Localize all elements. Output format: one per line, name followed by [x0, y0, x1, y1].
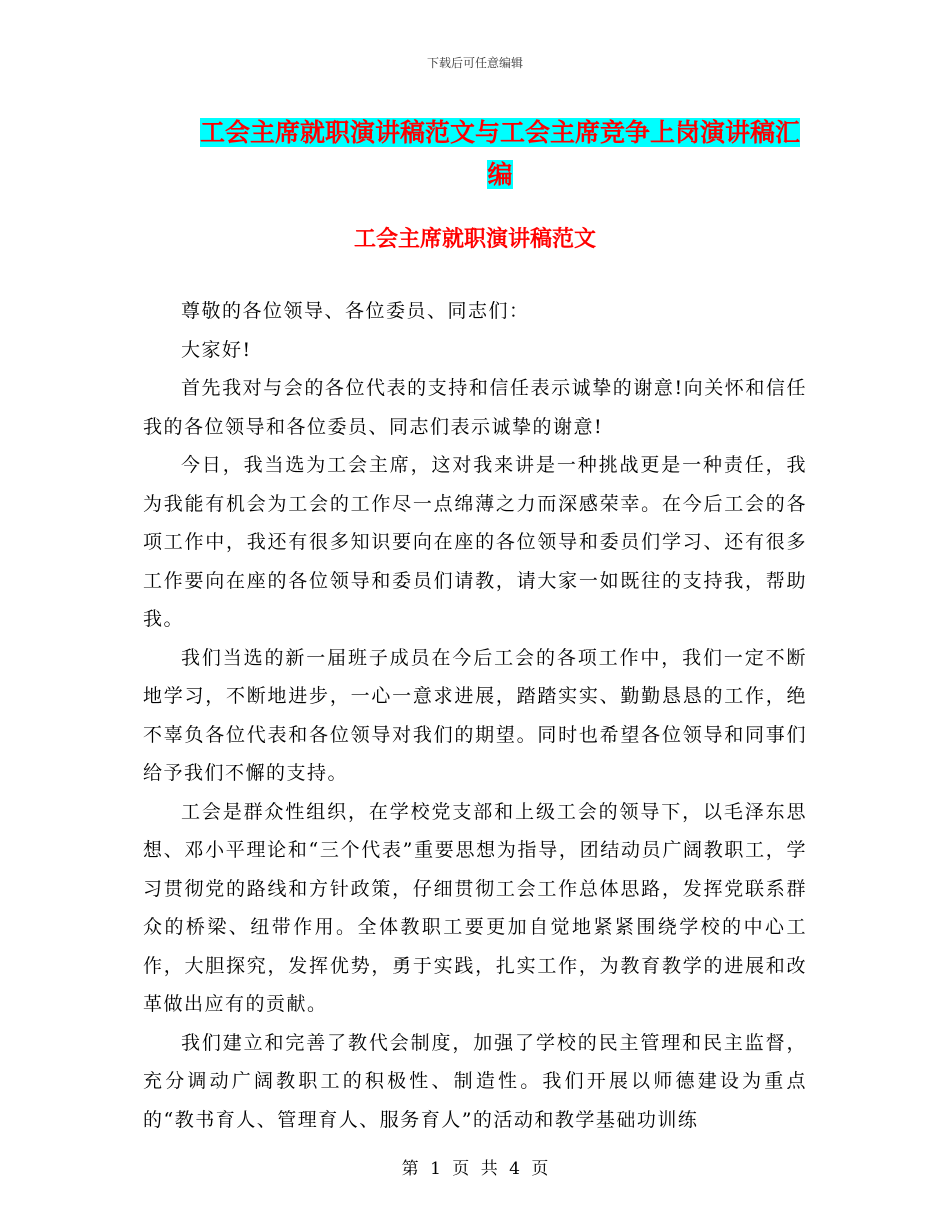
paragraph-salutation: 尊敬的各位领导、各位委员、同志们：: [181, 300, 530, 322]
paragraph: 工会是群众性组织，在学校党支部和上级工会的领导下，以毛泽东思想、邓小平理论和“三个代表”重要思想为指导，团结动员广阔教职工，学习贯彻党的路线和方针政策，仔细贯彻工会工作总体思路，发挥党联系群众的桥梁、纽带作用。全体教职工要更加自觉地紧紧围绕学校的中心工作，大胆探究，发挥优势，勇于实践，扎实工作，为教育教学的进展和改革做出应有的贡献。: [143, 800, 807, 1015]
section-title: 工会主席就职演讲稿范文: [353, 226, 596, 252]
document-body: [143, 292, 807, 1139]
paragraph-greeting: 大家好!: [181, 338, 252, 361]
page-header-note: 下载后可任意编辑: [426, 56, 523, 70]
paragraph: 首先我对与会的各位代表的支持和信任表示诚挚的谢意!向关怀和信任我的各位领导和各位委员、同志们表示诚挚的谢意!: [143, 377, 807, 438]
paragraph: 我们当选的新一届班子成员在今后工会的各项工作中，我们一定不断地学习，不断地进步，一心一意求进展，踏踏实实、勤勤恳恳的工作，绝不辜负各位代表和各位领导对我们的期望。同时也希望各位领导和同事们给予我们不懈的支持。: [143, 646, 807, 784]
document-title-text: 工会主席就职演讲稿范文与工会主席竞争上岗演讲稿汇编: [199, 118, 800, 189]
paragraph: 今日，我当选为工会主席，这对我来讲是一种挑战更是一种责任，我为我能有机会为工会的工作尽一点绵薄之力而深感荣幸。在今后工会的各项工作中，我还有很多知识要向在座的各位领导和委员们学习、还有很多工作要向在座的各位领导和委员们请教，请大家一如既往的支持我，帮助我。: [143, 454, 807, 630]
document-title: [190, 112, 810, 196]
page-number: 第 1 页 共 4 页: [401, 1159, 549, 1179]
paragraph: 我们建立和完善了教代会制度，加强了学校的民主管理和民主监督，充分调动广阔教职工的积极性、制造性。我们开展以师德建设为重点的“教书育人、管理育人、服务育人”的活动和教学基础功训练: [143, 1031, 807, 1131]
